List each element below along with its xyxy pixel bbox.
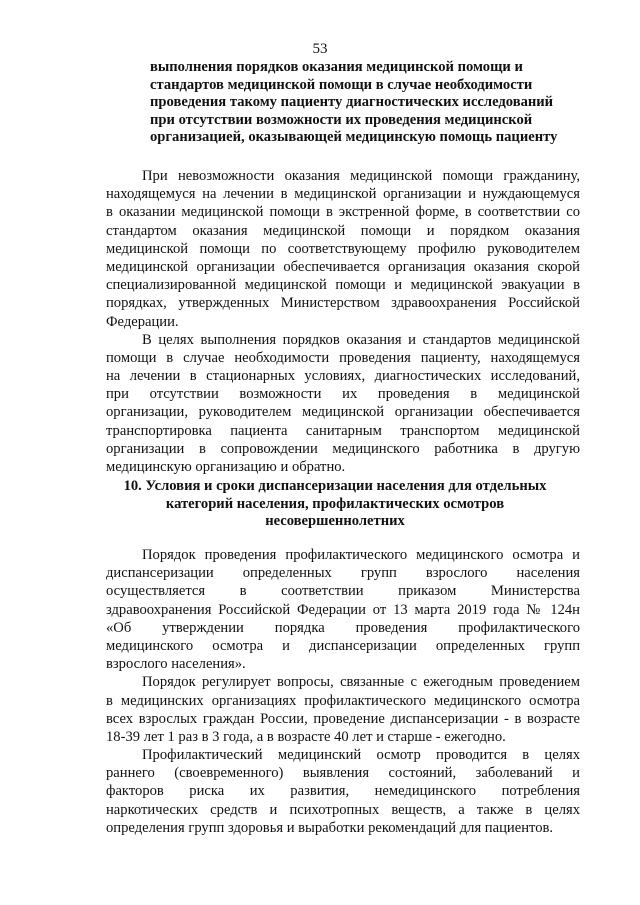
text-line: организации, руководителем медицинской организации обеспечивается (106, 404, 580, 421)
text-line: здравоохранения Российской Федерации от 13 марта 2019 года № 124н (106, 601, 580, 618)
text-line: специализированной медицинской помощи и медицинской эвакуации в (106, 277, 580, 294)
paragraph-screening-purpose (106, 746, 580, 837)
body-block-2 (106, 546, 580, 837)
text-line: факторов риска их развития, немедицинского потребления (106, 783, 580, 800)
text-line: медицинской организации обеспечивается организация оказания скорой (106, 258, 580, 275)
text-line: медицинскую организацию и обратно. (106, 459, 346, 475)
text-line: Порядок регулирует вопросы, связанные с ежегодным проведением (142, 674, 580, 691)
text-line: раннего (своевременного) выявления состояний, заболеваний и (106, 765, 580, 782)
text-line: наркотических средств и психотропных веществ, а также в целях (106, 801, 580, 818)
text-line: Профилактический медицинский осмотр проводится в целях (142, 747, 580, 764)
text-line: порядках, утвержденных Министерством здравоохранения Российской (106, 295, 580, 312)
paragraph-screening-frequency (106, 673, 580, 746)
text-line: осуществляется в соответствии приказом Министерства (106, 583, 580, 600)
section-10-heading (110, 478, 560, 531)
top-heading (150, 59, 558, 147)
text-line: транспортировка пациента санитарным транспортом медицинской (106, 422, 580, 439)
text-line: Порядок проведения профилактического медицинского осмотра и (142, 547, 580, 563)
heading-line: стандартов медицинской помощи в случае необходимости (150, 76, 533, 93)
text-line: на лечении в стационарных условиях, диагностических исследований, (106, 368, 580, 385)
text-line: диспансеризации определенных групп взрослого населения (106, 565, 580, 582)
text-line: определения групп здоровья и выработки рекомендаций для пациентов. (106, 819, 554, 836)
heading-line: проведения такому пациенту диагностических исследований (150, 94, 554, 111)
heading-line: категорий населения, профилактических осмотров (165, 495, 505, 512)
text-line: в медицинских организациях профилактического медицинского осмотра (106, 692, 580, 709)
text-line: Федерации. (106, 313, 179, 330)
paragraph-screening-order (106, 546, 580, 673)
text-line: в оказании медицинской помощи в экстренной форме, в соответствии со (106, 204, 580, 221)
text-line: 18-39 лет 1 раз в 3 года, а в возрасте 40 лет и старше - ежегодно. (106, 728, 506, 745)
text-line: взрослого населения». (106, 656, 246, 673)
text-line: медицинского осмотра и диспансеризации определенных групп (106, 637, 580, 654)
heading-line: несовершеннолетних (265, 513, 405, 530)
text-line: медицинской помощи по соответствующему профилю руководителем (106, 240, 580, 257)
page-number: 53 (312, 41, 328, 57)
paragraph-patient-transport (106, 331, 580, 477)
heading-line: выполнения порядков оказания медицинской помощи и (150, 59, 523, 75)
heading-line: при отсутствии возможности их проведения медицинской (150, 111, 533, 128)
paragraph-emergency-care (106, 167, 580, 331)
body-block-1 (106, 167, 580, 476)
text-line: организации в сопровождении медицинского работника в другую (106, 440, 580, 457)
text-line: всех взрослых граждан России, проведение диспансеризации - в возрасте (106, 710, 580, 727)
text-line: находящемуся на лечении в медицинской организации и нуждающемуся (106, 186, 580, 203)
text-line: стандартом оказания медицинской помощи и порядком оказания (106, 222, 580, 239)
text-line: При невозможности оказания медицинской помощи гражданину, (142, 168, 580, 184)
heading-line: организацией, оказывающей медицинскую помощь пациенту (150, 129, 558, 146)
text-line: «Об утверждении порядка проведения профилактического (106, 619, 580, 636)
text-line: при отсутствии возможности их проведения в медицинской (106, 386, 580, 403)
heading-line: 10. Условия и сроки диспансеризации населения для отдельных (123, 478, 547, 494)
text-line: В целях выполнения порядков оказания и стандартов медицинской (142, 331, 580, 348)
text-line: помощи в случае необходимости проведения пациенту, находящемуся (106, 349, 580, 366)
